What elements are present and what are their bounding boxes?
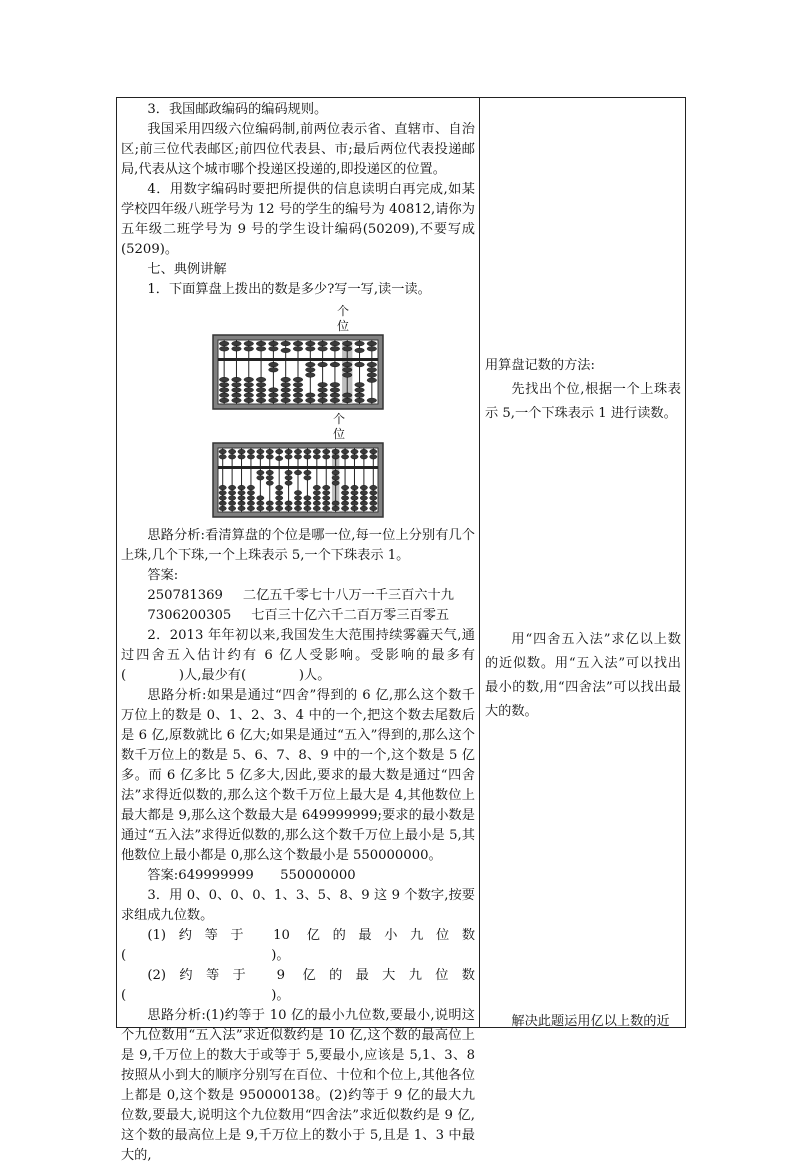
side-note1-title: 用算盘记数的方法:	[485, 358, 595, 373]
abacus-bead-upper	[342, 347, 352, 352]
abacus-bead-lower	[318, 383, 328, 388]
abacus-bead-lower	[370, 491, 377, 496]
abacus-bead-lower	[285, 476, 292, 481]
abacus-bead-lower	[285, 501, 292, 506]
abacus-bead-lower	[330, 393, 340, 398]
abacus-bead-lower	[330, 383, 340, 388]
abacus-bead-lower	[256, 377, 266, 382]
abacus-figure-1	[212, 304, 384, 412]
abacus-bead-lower	[370, 485, 377, 490]
abacus-bead-lower	[266, 501, 273, 506]
abacus-bead-lower	[313, 506, 320, 511]
abacus-unit-label: 个 位	[332, 412, 345, 441]
abacus-bead-lower	[281, 388, 291, 393]
abacus-bead-lower	[294, 491, 301, 496]
answer-line-1: 250781369 二亿五千零七十八万一千三百六十九	[147, 588, 454, 603]
abacus-bead-lower	[332, 506, 339, 511]
abacus-bead-lower	[244, 398, 254, 403]
item4: 4．用数字编码时要把所提供的信息读明白再完成,如某学校四年级八班学号为 12 号的学生的编号为 40812,请你为五年级二班学号为 9 号的学生设计编码(50209),不要写成(5209)。	[121, 182, 475, 257]
abacus-bead-lower	[219, 501, 226, 506]
abacus-bead-upper	[355, 348, 365, 353]
abacus-bead-upper	[266, 449, 273, 454]
abacus-bead-lower	[367, 362, 377, 367]
abacus-bead-lower	[355, 362, 365, 367]
abacus-bead-upper	[285, 455, 292, 460]
abacus-bead-lower	[330, 388, 340, 393]
abacus-unit-label: 个 位	[336, 304, 349, 333]
abacus-bead-lower	[306, 362, 316, 367]
abacus-bead-upper	[304, 455, 311, 460]
side-note3: 解决此题运用亿以上数的近	[511, 1014, 670, 1029]
abacus-bead-lower	[370, 501, 377, 506]
abacus-bead-lower	[318, 393, 328, 398]
abacus-bead-lower	[318, 398, 328, 403]
abacus-bead-upper	[219, 347, 229, 352]
abacus-bead-upper	[332, 455, 339, 460]
abacus-bead-lower	[360, 501, 367, 506]
abacus-bead-upper	[232, 341, 242, 346]
abacus-bead-lower	[219, 398, 229, 403]
abacus-bead-lower	[293, 398, 303, 403]
abacus-bead-upper	[360, 455, 367, 460]
abacus-bead-lower	[313, 496, 320, 501]
abacus-bead-lower	[318, 388, 328, 393]
abacus-bead-lower	[232, 393, 242, 398]
abacus-bead-lower	[281, 383, 291, 388]
abacus-bead-lower	[244, 383, 254, 388]
abacus-beam	[218, 358, 378, 361]
abacus-bead-lower	[266, 481, 273, 486]
abacus-bead-lower	[293, 388, 303, 393]
abacus-bead-lower	[232, 388, 242, 393]
abacus-bead-lower	[247, 496, 254, 501]
abacus-bead-lower	[306, 393, 316, 398]
abacus-bead-upper	[342, 341, 352, 346]
abacus-bead-lower	[294, 501, 301, 506]
abacus-bead-lower	[228, 496, 235, 501]
abacus-bead-lower	[304, 470, 311, 475]
abacus-bead-lower	[256, 388, 266, 393]
abacus-bead-lower	[304, 506, 311, 511]
main-column	[121, 100, 475, 1166]
abacus-bead-lower	[247, 485, 254, 490]
abacus-bead-lower	[247, 491, 254, 496]
abacus-bead-lower	[269, 368, 279, 373]
abacus-bead-upper	[360, 449, 367, 454]
abacus-bead-upper	[269, 347, 279, 352]
abacus-bead-lower	[367, 398, 377, 403]
abacus-bead-lower	[355, 398, 365, 403]
abacus-bead-lower	[285, 470, 292, 475]
abacus-bead-lower	[247, 501, 254, 506]
side-column	[485, 354, 681, 426]
abacus-bead-lower	[360, 485, 367, 490]
content-table	[116, 97, 686, 1163]
abacus-bead-upper	[285, 449, 292, 454]
abacus-bead-upper	[244, 341, 254, 346]
example3-sub1: (1)约等于 10 亿的最小九位数( )。	[121, 928, 475, 963]
abacus-bead-lower	[232, 377, 242, 382]
example1-analysis: 思路分析:看清算盘的个位是哪一位,每一位上分别有几个上珠,几个下珠,一个上珠表示 5,一个下珠表示 1。	[121, 528, 475, 563]
abacus-bead-lower	[313, 485, 320, 490]
example2-question: 2．2013 年年初以来,我国发生大范围持续雾霾天气,通过四舍五入估计约有 6 亿人受影响。受影响的最多有( )人,最少有( )人。	[121, 628, 475, 683]
example3-question: 3．用 0、0、0、0、1、3、5、8、9 这 9 个数字,按要求组成九位数。	[121, 888, 475, 923]
item3-body: 我国采用四级六位编码制,前两位表示省、直辖市、自治区;前三位代表邮区;前四位代表县、市;最后两位代表投递邮局,代表从这个城市哪个投递区投递的,即投递区的位置。	[121, 122, 475, 177]
abacus-bead-lower	[276, 496, 283, 501]
abacus-bead-upper	[228, 449, 235, 454]
abacus-bead-upper	[228, 455, 235, 460]
abacus-bead-upper	[367, 341, 377, 346]
abacus-bead-upper	[247, 455, 254, 460]
abacus-bead-upper	[318, 341, 328, 346]
abacus-bead-lower	[244, 388, 254, 393]
abacus-bead-lower	[360, 496, 367, 501]
abacus-bead-lower	[257, 470, 264, 475]
abacus-bead-lower	[313, 491, 320, 496]
abacus-bead-lower	[306, 368, 316, 373]
abacus-bead-upper	[256, 347, 266, 352]
abacus-bead-lower	[257, 496, 264, 501]
abacus-bead-lower	[323, 496, 330, 501]
abacus-bead-lower	[276, 501, 283, 506]
abacus-bead-upper	[238, 449, 245, 454]
abacus-bead-lower	[293, 393, 303, 398]
abacus-bead-lower	[219, 485, 226, 490]
abacus-bead-lower	[228, 491, 235, 496]
abacus-bead-lower	[238, 491, 245, 496]
answer-line-2: 7306200305 七百三十亿六千二百万零三百零五	[147, 608, 450, 623]
abacus-bead-upper	[266, 455, 273, 460]
example1-question: 1．下面算盘上拨出的数是多少?写一写,读一读。	[147, 282, 431, 297]
abacus-bead-upper	[367, 347, 377, 352]
abacus-bead-upper	[293, 347, 303, 352]
abacus-bead-upper	[281, 348, 291, 353]
abacus-bead-lower	[244, 377, 254, 382]
abacus-bead-upper	[247, 449, 254, 454]
abacus-bead-upper	[269, 341, 279, 346]
abacus-bead-upper	[341, 455, 348, 460]
abacus-bead-lower	[232, 383, 242, 388]
abacus-bead-lower	[228, 506, 235, 511]
abacus-bead-lower	[219, 496, 226, 501]
abacus-bead-lower	[330, 398, 340, 403]
abacus-bead-lower	[367, 378, 377, 383]
abacus-bead-upper	[238, 455, 245, 460]
abacus-bead-lower	[269, 362, 279, 367]
abacus-1	[212, 334, 384, 410]
abacus-bead-lower	[247, 506, 254, 511]
abacus-bead-lower	[266, 470, 273, 475]
abacus-bead-upper	[232, 347, 242, 352]
abacus-bead-upper	[306, 341, 316, 346]
item3-title: 3．我国邮政编码的编码规则。	[147, 102, 328, 117]
abacus-bead-lower	[351, 501, 358, 506]
abacus-bead-upper	[323, 449, 330, 454]
abacus-bead-lower	[367, 373, 377, 378]
abacus-bead-upper	[370, 449, 377, 454]
abacus-bead-lower	[304, 476, 311, 481]
abacus-bead-lower	[219, 491, 226, 496]
abacus-bead-upper	[351, 449, 358, 454]
abacus-bead-lower	[294, 506, 301, 511]
abacus-bead-lower	[285, 506, 292, 511]
abacus-bead-upper	[293, 341, 303, 346]
abacus-2	[212, 442, 384, 518]
abacus-bead-lower	[228, 501, 235, 506]
abacus-bead-upper	[323, 455, 330, 460]
abacus-bead-upper	[304, 449, 311, 454]
abacus-bead-lower	[294, 470, 301, 475]
abacus-bead-lower	[313, 501, 320, 506]
abacus-bead-upper	[332, 449, 339, 454]
abacus-bead-lower	[238, 485, 245, 490]
abacus-bead-lower	[219, 388, 229, 393]
abacus-bead-upper	[276, 456, 283, 461]
abacus-bead-lower	[257, 506, 264, 511]
abacus-bead-upper	[318, 347, 328, 352]
abacus-bead-lower	[355, 393, 365, 398]
abacus-bead-lower	[341, 485, 348, 490]
abacus-bead-lower	[257, 501, 264, 506]
abacus-bead-lower	[351, 506, 358, 511]
abacus-bead-upper	[341, 449, 348, 454]
abacus-bead-upper	[294, 455, 301, 460]
abacus-bead-upper	[244, 347, 254, 352]
abacus-bead-lower	[269, 398, 279, 403]
abacus-bead-lower	[360, 506, 367, 511]
abacus-bead-upper	[370, 455, 377, 460]
abacus-bead-lower	[304, 501, 311, 506]
abacus-bead-lower	[228, 485, 235, 490]
column-divider	[479, 98, 480, 1027]
abacus-bead-lower	[269, 388, 279, 393]
abacus-bead-lower	[341, 491, 348, 496]
abacus-bead-lower	[256, 398, 266, 403]
abacus-bead-lower	[355, 383, 365, 388]
abacus-bead-lower	[323, 485, 330, 490]
side-note1-body: 先找出个位,根据一个上珠表示 5,一个下珠表示 1 进行读数。	[485, 382, 681, 421]
abacus-bead-lower	[367, 368, 377, 373]
abacus-bead-upper	[355, 341, 365, 346]
abacus-bead-upper	[313, 449, 320, 454]
abacus-bead-lower	[360, 491, 367, 496]
abacus-bead-lower	[306, 373, 316, 378]
abacus-bead-lower	[332, 501, 339, 506]
abacus-bead-lower	[293, 383, 303, 388]
abacus-bead-lower	[341, 496, 348, 501]
abacus-bead-upper	[281, 341, 291, 346]
abacus-bead-upper	[257, 455, 264, 460]
abacus-bead-lower	[332, 470, 339, 475]
example3-sub2: (2)约等于 9 亿的最大九位数( )。	[121, 968, 475, 1003]
abacus-bead-lower	[266, 476, 273, 481]
abacus-bead-lower	[276, 485, 283, 490]
abacus-bead-lower	[281, 393, 291, 398]
example2-answer: 答案:649999999 550000000	[147, 868, 356, 883]
abacus-bead-lower	[281, 377, 291, 382]
section-heading: 七、典例讲解	[147, 262, 227, 277]
abacus-bead-lower	[294, 496, 301, 501]
abacus-bead-lower	[219, 383, 229, 388]
abacus-bead-upper	[219, 449, 226, 454]
abacus-bead-lower	[304, 496, 311, 501]
abacus-bead-lower	[355, 388, 365, 393]
abacus-figure-2	[212, 412, 384, 522]
abacus-bead-lower	[342, 393, 352, 398]
abacus-bead-lower	[219, 377, 229, 382]
abacus-bead-lower	[219, 506, 226, 511]
abacus-bead-lower	[323, 506, 330, 511]
abacus-bead-lower	[238, 506, 245, 511]
abacus-bead-lower	[330, 362, 340, 367]
abacus-bead-lower	[276, 506, 283, 511]
abacus-bead-upper	[294, 449, 301, 454]
abacus-bead-lower	[341, 501, 348, 506]
abacus-bead-upper	[313, 455, 320, 460]
example3-analysis: 思路分析:(1)约等于 10 亿的最小九位数,要最小,说明这个九位数用“五入法”求近似数约是 10 亿,这个数的最高位上是 9,千万位上的数大于或等于 5,要最小,应该是 5,1、3、8 按照从小到大的顺序分别写在百位、十位和个位上,其他各位上都是 0,这个数是 950000138。(2)约等于 9 亿的最大九位数,要最大,说明这个九位数用“四舍法”求近似数约是 9 亿,这个数的最高位上是 9,千万位上的数小于 5,且是 1、3 中最大的,	[121, 1008, 475, 1163]
abacus-beam	[218, 466, 378, 469]
abacus-bead-lower	[285, 481, 292, 486]
abacus-bead-lower	[238, 496, 245, 501]
abacus-bead-lower	[219, 393, 229, 398]
abacus-bead-lower	[256, 393, 266, 398]
side-note2: 用“四舍五入法”求亿以上数的近似数。用“五入法”可以找出最小的数,用“四舍法”可以找出最大的数。	[485, 632, 681, 719]
abacus-bead-lower	[332, 481, 339, 486]
abacus-bead-lower	[323, 491, 330, 496]
abacus-bead-lower	[244, 393, 254, 398]
abacus-bead-upper	[330, 341, 340, 346]
abacus-bead-lower	[370, 496, 377, 501]
abacus-bead-lower	[370, 506, 377, 511]
abacus-bead-upper	[257, 449, 264, 454]
abacus-bead-lower	[257, 476, 264, 481]
abacus-bead-upper	[219, 455, 226, 460]
abacus-bead-lower	[341, 506, 348, 511]
abacus-bead-lower	[269, 393, 279, 398]
example2-analysis: 思路分析:如果是通过“四舍”得到的 6 亿,那么这个数千万位上的数是 0、1、2、3、4 中的一个,把这个数去尾数后是 6 亿,原数就比 6 亿大;如果是通过“五入”得到的,那么这个数千万位上的数是 5、6、7、8、9 中的一个,这个数是 5 亿多。而 6 亿多比 5 亿多大,因此,要求的最大数是通过“四舍法”求得近似数的,那么这个数千万位上最大是 4,其他数位上最大都是 9,那么这个数最大是 649999999;要求的最小数是通过“五入法”求得近似数的,那么这个数千万位上最小是 5,其他数位上最小都是 0,那么这个数最小是 550000000。	[121, 688, 475, 863]
abacus-bead-lower	[318, 362, 328, 367]
abacus-bead-lower	[232, 398, 242, 403]
abacus-bead-lower	[293, 377, 303, 382]
abacus-bead-lower	[332, 476, 339, 481]
abacus-bead-lower	[266, 506, 273, 511]
answer-label: 答案:	[147, 568, 179, 583]
abacus-bead-lower	[281, 398, 291, 403]
abacus-bead-lower	[342, 398, 352, 403]
abacus-bead-upper	[330, 347, 340, 352]
abacus-bead-upper	[306, 347, 316, 352]
abacus-bead-lower	[351, 491, 358, 496]
abacus-bead-lower	[342, 362, 352, 367]
abacus-bead-lower	[351, 496, 358, 501]
abacus-bead-lower	[256, 383, 266, 388]
abacus-bead-upper	[219, 341, 229, 346]
abacus-bead-upper	[351, 455, 358, 460]
abacus-bead-upper	[276, 449, 283, 454]
abacus-bead-lower	[323, 501, 330, 506]
abacus-bead-lower	[351, 485, 358, 490]
abacus-bead-lower	[342, 368, 352, 373]
abacus-bead-lower	[342, 373, 352, 378]
abacus-bead-upper	[256, 341, 266, 346]
abacus-bead-lower	[306, 398, 316, 403]
abacus-bead-lower	[238, 501, 245, 506]
abacus-bead-lower	[276, 491, 283, 496]
